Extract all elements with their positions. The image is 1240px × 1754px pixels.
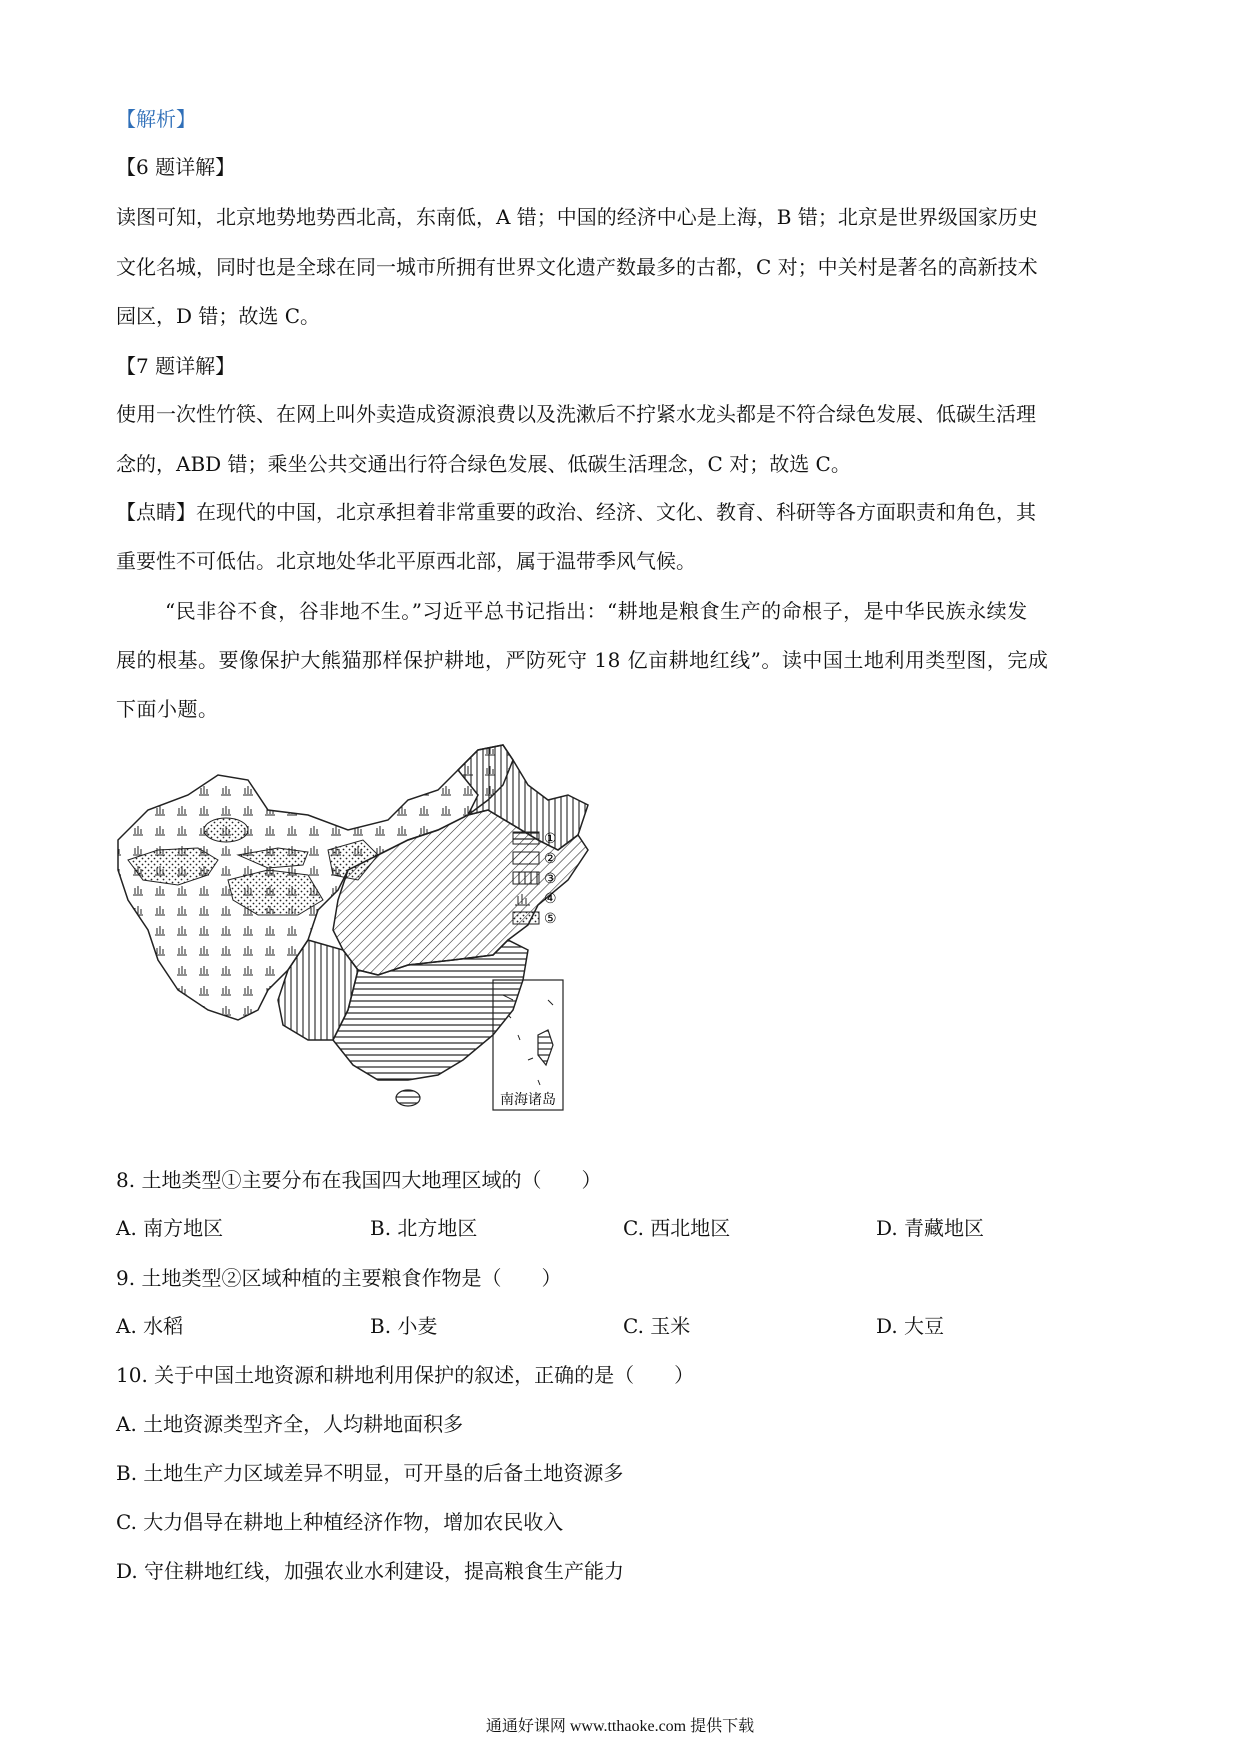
legend-label-1: ①: [544, 830, 557, 846]
q8-option-b: B. 北方地区: [370, 1216, 478, 1240]
q10-option-a: A. 土地资源类型齐全，人均耕地面积多: [116, 1412, 464, 1436]
q8-option-c: C. 西北地区: [623, 1216, 731, 1240]
q10-stem: 10. 关于中国土地资源和耕地利用保护的叙述，正确的是（ ）: [116, 1363, 695, 1387]
dianjing-line: 重要性不可低估。北京地处华北平原西北部，属于温带季风气候。: [116, 549, 696, 573]
intro-line: “民非谷不食，谷非地不生。”习近平总书记指出：“耕地是粮食生产的命根子，是中华民族永续发: [165, 599, 1028, 623]
map-taiwan-island: [538, 1030, 553, 1065]
analysis-heading: 【解析】: [116, 107, 196, 131]
q8-option-a: A. 南方地区: [116, 1216, 224, 1240]
map-hainan-island: [396, 1090, 420, 1106]
q9-option-b: B. 小麦: [370, 1314, 438, 1338]
q6-detail-line: 读图可知，北京地势地势西北高，东南低，A 错；中国的经济中心是上海，B 错；北京是世界级国家历史: [116, 205, 1038, 229]
legend-label-4: ④: [544, 890, 557, 906]
china-land-use-map: [108, 740, 668, 1140]
q9-option-a: A. 水稻: [116, 1314, 184, 1338]
q7-detail-line: 使用一次性竹筷、在网上叫外卖造成资源浪费以及洗漱后不拧紧水龙头都是不符合绿色发展、低碳生活理: [116, 402, 1036, 426]
q10-option-c: C. 大力倡导在耕地上种植经济作物，增加农民收入: [116, 1510, 564, 1534]
q9-stem: 9. 土地类型②区域种植的主要粮食作物是（ ）: [116, 1266, 562, 1290]
dianjing-line: 【点睛】在现代的中国，北京承担着非常重要的政治、经济、文化、教育、科研等各方面职责和角色，其: [116, 500, 1036, 524]
map-inset-label: 南海诸岛: [500, 1091, 556, 1107]
intro-line: 展的根基。要像保护大熊猫那样保护耕地，严防死守 18 亿亩耕地红线”。读中国土地利用类型图，完成: [116, 648, 1049, 672]
map-legend: [513, 830, 557, 926]
q7-detail-heading: 【7 题详解】: [116, 354, 236, 378]
q9-option-c: C. 玉米: [623, 1314, 691, 1338]
intro-line: 下面小题。: [116, 697, 219, 721]
q6-detail-heading: 【6 题详解】: [116, 155, 236, 179]
q10-option-d: D. 守住耕地红线，加强农业水利建设，提高粮食生产能力: [116, 1559, 625, 1583]
page-footer: 通通好课网 www.tthaoke.com 提供下载: [485, 1718, 755, 1735]
q8-option-d: D. 青藏地区: [876, 1216, 985, 1240]
map-desert-patch: [204, 818, 248, 842]
q8-stem: 8. 土地类型①主要分布在我国四大地理区域的（ ）: [116, 1168, 602, 1192]
legend-label-5: ⑤: [544, 910, 557, 926]
q10-option-b: B. 土地生产力区域差异不明显，可开垦的后备土地资源多: [116, 1461, 624, 1485]
q9-option-d: D. 大豆: [876, 1314, 945, 1338]
legend-label-3: ③: [544, 870, 557, 886]
q6-detail-line: 园区，D 错；故选 C。: [116, 304, 321, 328]
q6-detail-line: 文化名城，同时也是全球在同一城市所拥有世界文化遗产数最多的古都，C 对；中关村是著名的高新技术: [116, 255, 1038, 279]
q7-detail-line: 念的，ABD 错；乘坐公共交通出行符合绿色发展、低碳生活理念，C 对；故选 C。: [116, 452, 851, 476]
legend-label-2: ②: [544, 850, 557, 866]
